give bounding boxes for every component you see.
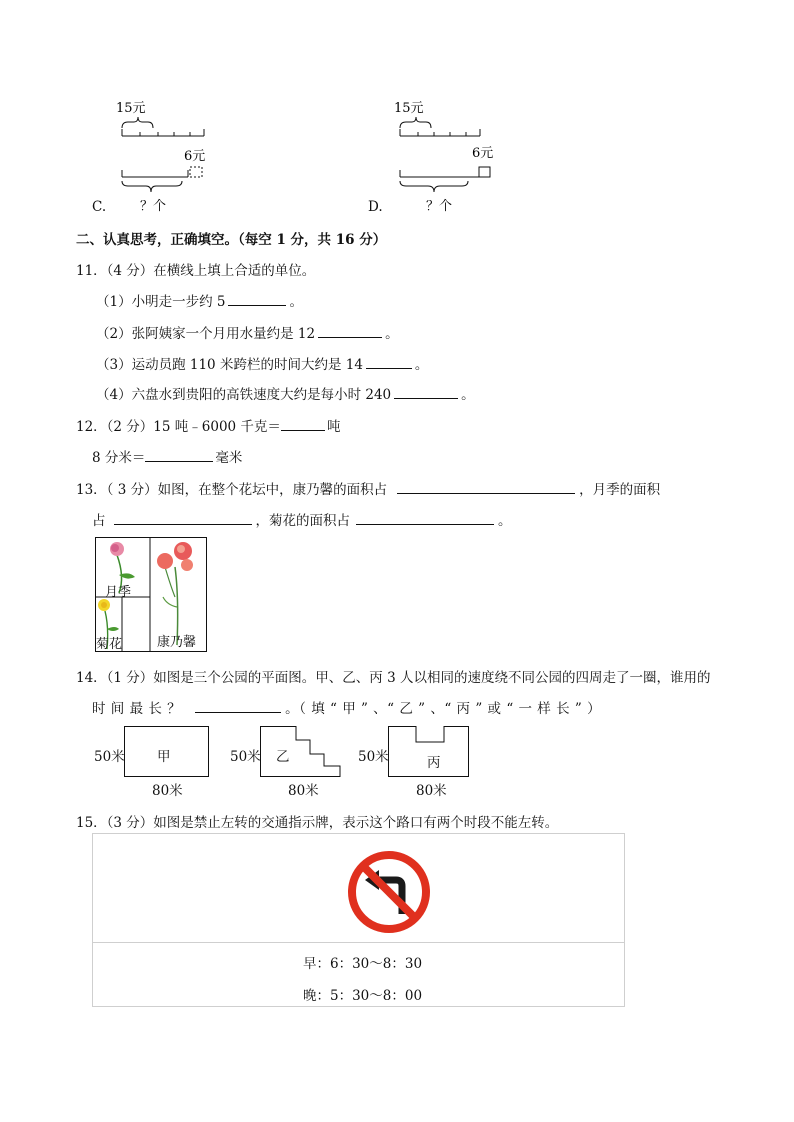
q14-line-1: 14．（1 分）如图是三个公园的平面图。甲、乙、丙 3 人以相同的速度绕不同公园的四周走了一圈，谁用的 (76, 670, 711, 686)
option-c-top-brace (122, 117, 153, 128)
option-d-bottom-brace (400, 181, 468, 192)
evening-time-window: 晚：5：30～8：00 (303, 988, 423, 1004)
q11-stem: 11．（4 分）在横线上填上合适的单位。 (76, 263, 316, 279)
answer-blank[interactable] (228, 291, 286, 306)
q12-line-1: 12．（2 分）15 吨﹣6000 千克＝ 吨 (76, 415, 340, 435)
rose-label: 月季 (105, 585, 132, 600)
option-c-diagram (110, 95, 220, 215)
table-divider (93, 942, 624, 943)
q11-item-3: （3）运动员跑 110 米跨栏的时间大约是 14 。 (96, 353, 428, 373)
q13-line-1: 13．（ 3 分）如图，在整个花坛中，康乃馨的面积占 ，月季的面积 (76, 478, 660, 498)
chrysanthemum-label: 菊花 (96, 637, 123, 652)
option-d-top-label: 15元 (394, 101, 424, 116)
flower-bed-figure (95, 537, 207, 652)
answer-blank[interactable] (114, 510, 252, 525)
answer-blank[interactable] (366, 354, 412, 369)
answer-blank[interactable] (394, 384, 458, 399)
answer-blank[interactable] (195, 698, 281, 713)
answer-blank[interactable] (318, 323, 382, 338)
section-title: 二、认真思考，正确填空。（每空 1 分，共 16 分） (76, 232, 387, 248)
park-jia-name: 甲 (157, 749, 171, 765)
answer-blank[interactable] (356, 510, 494, 525)
q11-item-1: （1）小明走一步约 5 。 (96, 290, 303, 310)
q11-item-4: （4）六盘水到贵阳的高铁速度大约是每小时 240 。 (96, 383, 475, 403)
option-c-bottom-label: ？个 (140, 199, 167, 214)
option-c-label: C. (92, 199, 107, 215)
q14-line-2: 时 间 最 长 ？ 。（ 填 “ 甲 ” 、“ 乙 ” 、“ 丙 ” 或 “ 一 样 长 ” ） (92, 697, 601, 717)
option-d-label: D. (368, 199, 383, 215)
carnation-label: 康乃馨 (157, 635, 197, 650)
park-bing-name: 丙 (427, 755, 441, 771)
park-yi-shape (260, 726, 344, 780)
park-yi-name: 乙 (276, 749, 290, 765)
option-c-top-label: 15元 (116, 101, 146, 116)
answer-blank[interactable] (397, 479, 575, 494)
q11-item-2: （2）张阿姨家一个月用水量约是 12 。 (96, 322, 399, 342)
morning-time-window: 早：6：30～8：30 (303, 956, 423, 972)
answer-blank[interactable] (145, 447, 213, 462)
traffic-sign-table (92, 833, 625, 1007)
q12-line-2: 8 分米＝ 毫米 (92, 446, 242, 466)
option-d-mid-label: 6元 (472, 146, 494, 161)
q15-stem: 15．（3 分）如图是禁止左转的交通指示牌，表示这个路口有两个时段不能左转。 (76, 815, 559, 831)
option-d-bottom-label: ？个 (426, 199, 453, 214)
option-d-top-brace (400, 117, 431, 128)
option-c-bottom-brace (122, 181, 182, 192)
answer-blank[interactable] (281, 416, 325, 431)
option-d-diagram (386, 95, 506, 215)
option-c-mid-label: 6元 (184, 149, 206, 164)
no-left-turn-sign-icon (347, 850, 431, 934)
q13-line-2: 占 ，菊花的面积占 。 (92, 509, 512, 529)
